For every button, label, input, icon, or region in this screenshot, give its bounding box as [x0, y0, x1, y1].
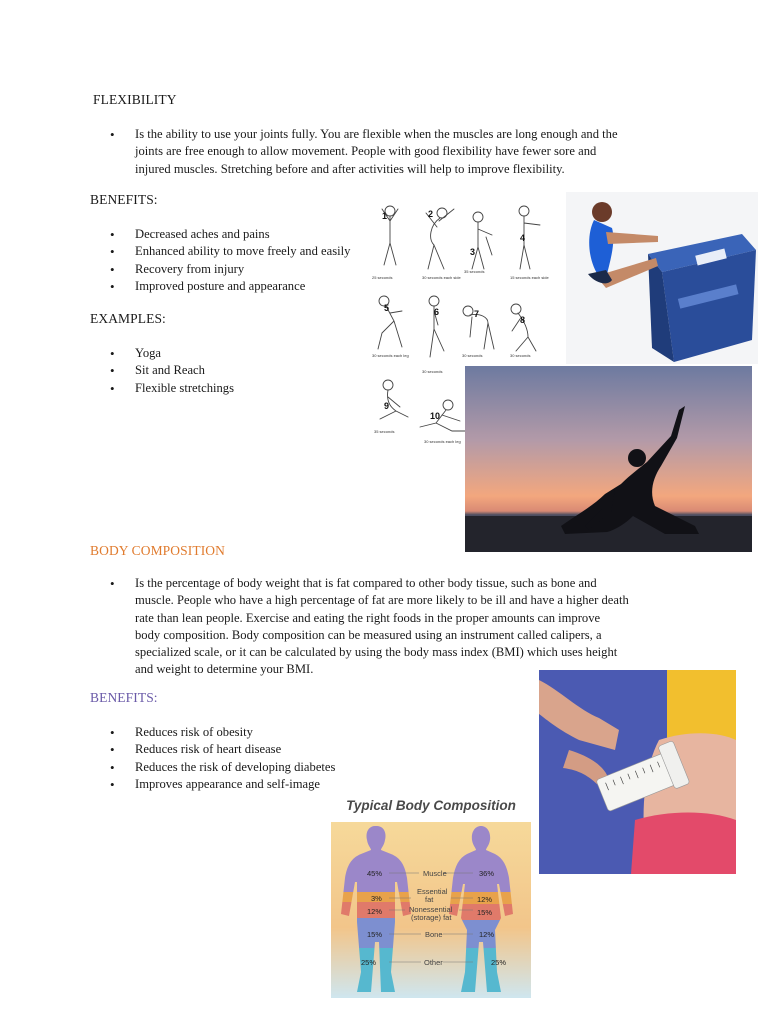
list-item: • Reduces risk of obesity — [90, 724, 380, 741]
female-muscle-value: 36% — [479, 869, 495, 878]
yoga-sunset-photo — [465, 366, 752, 552]
stretch-number: 9 — [384, 401, 390, 411]
body-comp-desc-line: muscle. People who have a high percentage of fat are more likely to be ill and have a higher death — [135, 593, 629, 608]
stretch-number: 8 — [520, 315, 526, 325]
stretch-duration-label: 30 seconds — [462, 353, 483, 358]
list-item: • Improves appearance and self-image — [90, 776, 380, 793]
flexibility-description-list — [90, 126, 650, 178]
stretch-duration-label: 25 seconds — [372, 275, 393, 280]
stretch-figure — [429, 296, 444, 357]
body-composition-benefits-list — [90, 724, 380, 793]
bone-label: Bone — [425, 930, 443, 939]
caliper-svg — [539, 670, 736, 874]
stretch-number: 10 — [430, 411, 441, 421]
stretch-number: 2 — [428, 209, 434, 219]
typical-body-composition-figure — [331, 798, 531, 998]
stretch-duration-label: 15 seconds each side — [510, 275, 549, 280]
stretch-duration-label: 30 seconds — [510, 353, 531, 358]
body-comp-desc-line: specialized scale, or it can be calculated by using the body mass index (BMI) which uses height — [135, 645, 618, 660]
list-item: • Improved posture and appearance — [90, 278, 390, 295]
male-storage-fat-value: 12% — [367, 907, 383, 916]
list-item: • Enhanced ability to move freely and easily — [90, 243, 390, 260]
body-composition-benefits-heading: BENEFITS: — [90, 690, 158, 705]
flexibility-benefits-heading: BENEFITS: — [90, 192, 158, 207]
body-composition-description — [90, 575, 690, 679]
male-other-value: 25% — [361, 958, 377, 967]
stretch-duration-label: 35 seconds — [464, 269, 485, 274]
other-label: Other — [424, 958, 443, 967]
stretch-figure — [511, 304, 536, 351]
list-item: • Decreased aches and pains — [90, 226, 390, 243]
stretch-duration-label: 30 seconds each leg — [424, 439, 461, 444]
stretch-number: 3 — [470, 247, 476, 257]
stretch-duration-label: 35 seconds — [374, 429, 395, 434]
body-composition-heading: BODY COMPOSITION — [90, 543, 225, 558]
storage-fat-label: Nonessential — [409, 905, 453, 914]
skinfold-caliper-photo — [539, 670, 736, 874]
stretch-number: 4 — [520, 233, 526, 243]
male-muscle-value: 45% — [367, 869, 383, 878]
list-item: • Flexible stretchings — [90, 380, 340, 397]
list-item: • Reduces risk of heart disease — [90, 741, 380, 758]
list-item: • Sit and Reach — [90, 362, 340, 379]
body-composition-description-list — [90, 575, 690, 679]
female-essential-fat-value: 12% — [477, 895, 493, 904]
essential-fat-label: Essential — [417, 887, 448, 896]
flexibility-desc-line: joints are free enough to allow movement. People with good flexibility have fewer sore and — [135, 144, 597, 159]
sit-and-reach-photo — [566, 192, 758, 364]
body-composition-diagram-svg — [331, 822, 531, 998]
list-item: • Recovery from injury — [90, 261, 390, 278]
body-composition-figure-title: Typical Body Composition — [346, 798, 516, 813]
list-item: • Yoga — [90, 345, 340, 362]
flexibility-description — [90, 126, 650, 178]
stretch-duration-label: 30 seconds each leg — [372, 353, 409, 358]
storage-fat-label: (storage) fat — [411, 913, 452, 922]
female-other-value: 25% — [491, 958, 507, 967]
stretch-number: 7 — [474, 309, 480, 319]
body-comp-desc-line: rate than lean people. Exercise and eating the right foods in the proper amounts can improve — [135, 610, 601, 625]
essential-fat-label: fat — [425, 895, 434, 904]
flexibility-heading: FLEXIBILITY — [93, 92, 177, 107]
stretch-figure — [380, 380, 408, 419]
flexibility-desc-line: Is the ability to use your joints fully. You are flexible when the muscles are long enough and the — [135, 127, 618, 141]
female-bone-value: 12% — [479, 930, 495, 939]
stretch-number: 6 — [434, 307, 440, 317]
flexibility-benefits-list — [90, 226, 393, 295]
stretch-duration-label: 30 seconds — [422, 369, 443, 374]
yoga-silhouette-svg — [465, 366, 752, 552]
muscle-label: Muscle — [423, 869, 447, 878]
sit-and-reach-svg — [566, 192, 758, 364]
stretch-number: 1 — [382, 211, 388, 221]
stretch-figure — [378, 296, 402, 349]
body-comp-desc-line: Is the percentage of body weight that is fat compared to other body tissue, such as bone and — [135, 576, 597, 590]
male-bone-value: 15% — [367, 930, 383, 939]
stretch-figure — [472, 212, 492, 269]
body-comp-desc-line: body composition. Body composition can be measured using an instrument called calipers, a — [135, 627, 602, 642]
stretch-number: 5 — [384, 303, 390, 313]
examples-list — [90, 345, 340, 397]
body-comp-desc-line: and weight to determine your BMI. — [135, 662, 314, 677]
stretch-duration-label: 30 seconds each side — [422, 275, 461, 280]
flexibility-desc-line: injured muscles. Stretching before and after activities will help to improve flexibility. — [135, 161, 565, 176]
female-storage-fat-value: 15% — [477, 908, 493, 917]
list-item: • Reduces the risk of developing diabetes — [90, 759, 380, 776]
examples-heading: EXAMPLES: — [90, 311, 166, 326]
male-essential-fat-value: 3% — [371, 894, 382, 903]
